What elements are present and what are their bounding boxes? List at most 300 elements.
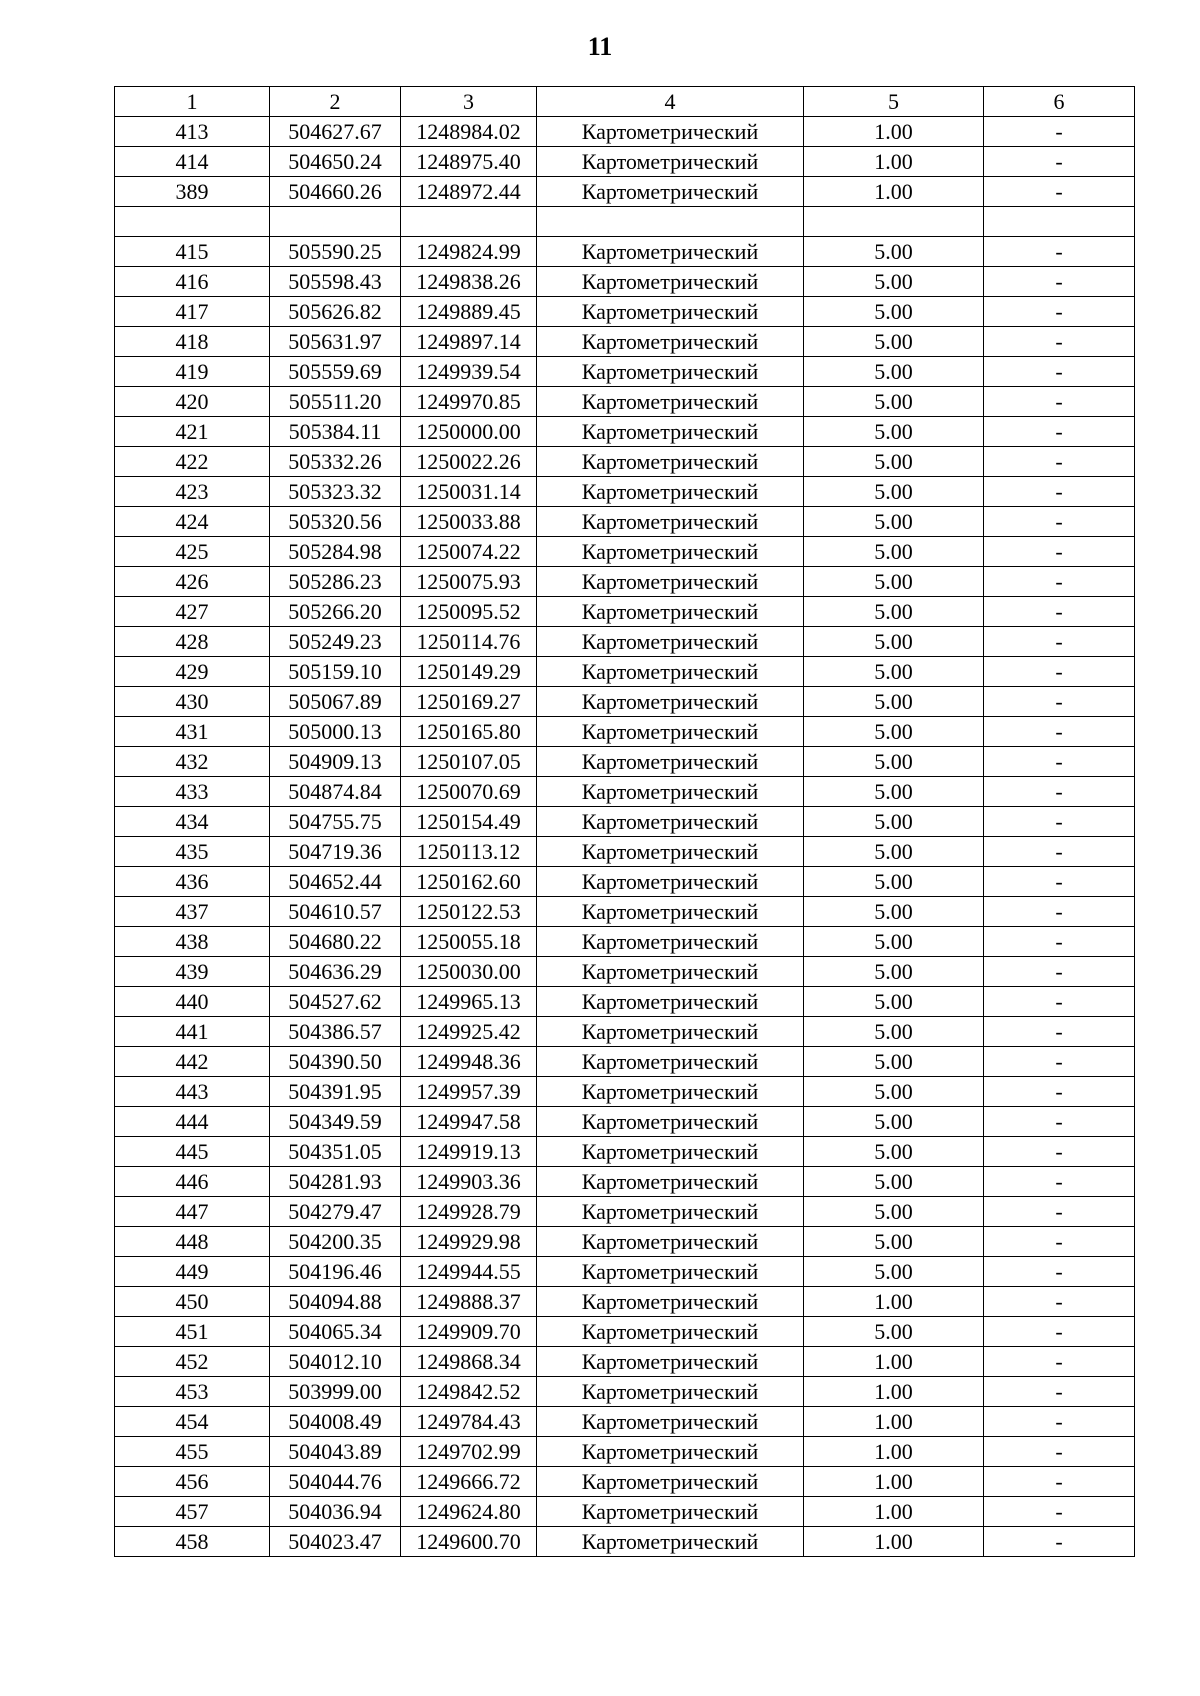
cell-method: Картометрический — [537, 267, 804, 297]
table-row — [115, 867, 1135, 897]
table-row — [115, 627, 1135, 657]
table-row — [115, 807, 1135, 837]
cell-accuracy — [804, 207, 984, 237]
cell-x-coordinate: 504044.76 — [270, 1467, 401, 1497]
cell-accuracy: 5.00 — [804, 687, 984, 717]
cell-accuracy: 5.00 — [804, 1107, 984, 1137]
cell-point-number: 418 — [115, 327, 270, 357]
cell-x-coordinate: 504023.47 — [270, 1527, 401, 1557]
cell-y-coordinate: 1250113.12 — [401, 837, 537, 867]
cell-point-number: 425 — [115, 537, 270, 567]
cell-accuracy: 5.00 — [804, 987, 984, 1017]
cell-method: Картометрический — [537, 297, 804, 327]
table-row — [115, 267, 1135, 297]
cell-y-coordinate: 1249888.37 — [401, 1287, 537, 1317]
cell-method: Картометрический — [537, 567, 804, 597]
cell-description: - — [984, 147, 1135, 177]
cell-point-number: 437 — [115, 897, 270, 927]
cell-y-coordinate: 1249600.70 — [401, 1527, 537, 1557]
cell-description: - — [984, 447, 1135, 477]
cell-y-coordinate: 1250022.26 — [401, 447, 537, 477]
table-row — [115, 927, 1135, 957]
cell-x-coordinate: 504390.50 — [270, 1047, 401, 1077]
cell-accuracy: 5.00 — [804, 1167, 984, 1197]
cell-point-number: 446 — [115, 1167, 270, 1197]
cell-y-coordinate: 1249957.39 — [401, 1077, 537, 1107]
cell-point-number: 429 — [115, 657, 270, 687]
cell-method: Картометрический — [537, 117, 804, 147]
cell-accuracy: 5.00 — [804, 387, 984, 417]
cell-method: Картометрический — [537, 507, 804, 537]
cell-point-number: 445 — [115, 1137, 270, 1167]
cell-x-coordinate: 505067.89 — [270, 687, 401, 717]
table-row — [115, 897, 1135, 927]
cell-description: - — [984, 417, 1135, 447]
table-row — [115, 237, 1135, 267]
table-row — [115, 507, 1135, 537]
cell-y-coordinate: 1250149.29 — [401, 657, 537, 687]
table-row — [115, 1167, 1135, 1197]
cell-accuracy: 5.00 — [804, 567, 984, 597]
cell-accuracy: 1.00 — [804, 1467, 984, 1497]
cell-method: Картометрический — [537, 1497, 804, 1527]
cell-accuracy: 5.00 — [804, 1227, 984, 1257]
cell-accuracy: 5.00 — [804, 1137, 984, 1167]
cell-point-number: 414 — [115, 147, 270, 177]
table-row — [115, 477, 1135, 507]
cell-x-coordinate: 504874.84 — [270, 777, 401, 807]
cell-accuracy: 1.00 — [804, 1437, 984, 1467]
cell-method: Картометрический — [537, 537, 804, 567]
cell-description: - — [984, 927, 1135, 957]
cell-description: - — [984, 1377, 1135, 1407]
cell-accuracy: 5.00 — [804, 897, 984, 927]
cell-method: Картометрический — [537, 1167, 804, 1197]
cell-point-number: 421 — [115, 417, 270, 447]
cell-method: Картометрический — [537, 867, 804, 897]
cell-y-coordinate: 1249897.14 — [401, 327, 537, 357]
cell-accuracy: 5.00 — [804, 867, 984, 897]
cell-point-number: 438 — [115, 927, 270, 957]
cell-y-coordinate: 1249903.36 — [401, 1167, 537, 1197]
cell-accuracy: 1.00 — [804, 147, 984, 177]
cell-method: Картометрический — [537, 1227, 804, 1257]
cell-x-coordinate: 504279.47 — [270, 1197, 401, 1227]
cell-point-number: 434 — [115, 807, 270, 837]
cell-accuracy: 5.00 — [804, 807, 984, 837]
cell-point-number: 452 — [115, 1347, 270, 1377]
cell-method: Картометрический — [537, 897, 804, 927]
cell-method: Картометрический — [537, 1017, 804, 1047]
cell-y-coordinate: 1249784.43 — [401, 1407, 537, 1437]
cell-description: - — [984, 1017, 1135, 1047]
cell-point-number: 436 — [115, 867, 270, 897]
cell-method: Картометрический — [537, 477, 804, 507]
cell-point-number: 441 — [115, 1017, 270, 1047]
cell-x-coordinate: 505320.56 — [270, 507, 401, 537]
cell-description: - — [984, 1167, 1135, 1197]
cell-point-number: 458 — [115, 1527, 270, 1557]
table-row — [115, 1227, 1135, 1257]
table-row — [115, 417, 1135, 447]
cell-description: - — [984, 567, 1135, 597]
cell-method — [537, 207, 804, 237]
cell-description: - — [984, 537, 1135, 567]
cell-accuracy: 5.00 — [804, 537, 984, 567]
cell-method: Картометрический — [537, 627, 804, 657]
cell-x-coordinate: 504012.10 — [270, 1347, 401, 1377]
cell-accuracy: 5.00 — [804, 1017, 984, 1047]
cell-x-coordinate: 504660.26 — [270, 177, 401, 207]
cell-description: - — [984, 717, 1135, 747]
cell-accuracy: 5.00 — [804, 1047, 984, 1077]
cell-point-number: 440 — [115, 987, 270, 1017]
cell-description: - — [984, 507, 1135, 537]
cell-x-coordinate: 504610.57 — [270, 897, 401, 927]
cell-method: Картометрический — [537, 807, 804, 837]
cell-point-number: 432 — [115, 747, 270, 777]
table-row — [115, 567, 1135, 597]
cell-x-coordinate: 504043.89 — [270, 1437, 401, 1467]
cell-accuracy: 5.00 — [804, 417, 984, 447]
cell-y-coordinate: 1249925.42 — [401, 1017, 537, 1047]
table-row — [115, 1497, 1135, 1527]
cell-x-coordinate: 505384.11 — [270, 417, 401, 447]
cell-y-coordinate: 1248975.40 — [401, 147, 537, 177]
cell-accuracy: 5.00 — [804, 927, 984, 957]
cell-description: - — [984, 1467, 1135, 1497]
cell-x-coordinate: 504386.57 — [270, 1017, 401, 1047]
cell-y-coordinate: 1249948.36 — [401, 1047, 537, 1077]
table-row — [115, 777, 1135, 807]
cell-y-coordinate: 1248972.44 — [401, 177, 537, 207]
table-row — [115, 1197, 1135, 1227]
table-row — [115, 1527, 1135, 1557]
table-row — [115, 1257, 1135, 1287]
cell-description: - — [984, 1227, 1135, 1257]
cell-accuracy: 5.00 — [804, 957, 984, 987]
table-row — [115, 987, 1135, 1017]
cell-x-coordinate: 505511.20 — [270, 387, 401, 417]
cell-x-coordinate: 505249.23 — [270, 627, 401, 657]
cell-y-coordinate: 1250030.00 — [401, 957, 537, 987]
cell-point-number: 413 — [115, 117, 270, 147]
cell-accuracy: 1.00 — [804, 1287, 984, 1317]
header-cell-4: 4 — [537, 87, 804, 117]
cell-point-number: 451 — [115, 1317, 270, 1347]
table-row — [115, 1347, 1135, 1377]
cell-method: Картометрический — [537, 1437, 804, 1467]
cell-x-coordinate: 504351.05 — [270, 1137, 401, 1167]
cell-point-number: 431 — [115, 717, 270, 747]
cell-point-number: 422 — [115, 447, 270, 477]
cell-accuracy: 5.00 — [804, 477, 984, 507]
cell-x-coordinate: 505323.32 — [270, 477, 401, 507]
table-row — [115, 687, 1135, 717]
table-row — [115, 1467, 1135, 1497]
cell-method: Картометрический — [537, 1527, 804, 1557]
cell-method: Картометрический — [537, 837, 804, 867]
cell-method: Картометрический — [537, 1257, 804, 1287]
header-cell-3: 3 — [401, 87, 537, 117]
cell-description: - — [984, 1137, 1135, 1167]
cell-description: - — [984, 267, 1135, 297]
cell-y-coordinate: 1250162.60 — [401, 867, 537, 897]
cell-point-number: 417 — [115, 297, 270, 327]
cell-y-coordinate: 1250169.27 — [401, 687, 537, 717]
table-row — [115, 1437, 1135, 1467]
cell-method: Картометрический — [537, 147, 804, 177]
table-row — [115, 1377, 1135, 1407]
cell-accuracy: 5.00 — [804, 297, 984, 327]
cell-y-coordinate — [401, 207, 537, 237]
header-cell-5: 5 — [804, 87, 984, 117]
cell-accuracy: 1.00 — [804, 1497, 984, 1527]
cell-accuracy: 5.00 — [804, 627, 984, 657]
table-row — [115, 747, 1135, 777]
cell-method: Картометрический — [537, 1317, 804, 1347]
cell-description: - — [984, 387, 1135, 417]
cell-point-number: 428 — [115, 627, 270, 657]
cell-method: Картометрический — [537, 1077, 804, 1107]
cell-x-coordinate: 504200.35 — [270, 1227, 401, 1257]
cell-point-number: 455 — [115, 1437, 270, 1467]
cell-accuracy: 5.00 — [804, 747, 984, 777]
cell-accuracy: 5.00 — [804, 717, 984, 747]
cell-method: Картометрический — [537, 237, 804, 267]
header-row — [115, 87, 1135, 117]
table-row — [115, 1107, 1135, 1137]
cell-description: - — [984, 357, 1135, 387]
cell-y-coordinate: 1249947.58 — [401, 1107, 537, 1137]
cell-description: - — [984, 777, 1135, 807]
cell-accuracy: 1.00 — [804, 1347, 984, 1377]
cell-x-coordinate: 504065.34 — [270, 1317, 401, 1347]
cell-method: Картометрический — [537, 387, 804, 417]
cell-method: Картометрический — [537, 597, 804, 627]
table-row — [115, 207, 1135, 237]
coordinates-table — [114, 86, 1135, 1557]
cell-method: Картометрический — [537, 1047, 804, 1077]
page-number: 11 — [587, 32, 613, 61]
cell-accuracy: 5.00 — [804, 1197, 984, 1227]
cell-x-coordinate: 504909.13 — [270, 747, 401, 777]
cell-description: - — [984, 1197, 1135, 1227]
cell-point-number: 444 — [115, 1107, 270, 1137]
cell-point-number: 447 — [115, 1197, 270, 1227]
cell-x-coordinate: 504680.22 — [270, 927, 401, 957]
cell-description: - — [984, 897, 1135, 927]
cell-x-coordinate: 504719.36 — [270, 837, 401, 867]
table-row — [115, 357, 1135, 387]
cell-x-coordinate: 504094.88 — [270, 1287, 401, 1317]
cell-description: - — [984, 297, 1135, 327]
cell-y-coordinate: 1249868.34 — [401, 1347, 537, 1377]
cell-y-coordinate: 1250122.53 — [401, 897, 537, 927]
cell-description: - — [984, 177, 1135, 207]
cell-method: Картометрический — [537, 1347, 804, 1377]
header-cell-1: 1 — [115, 87, 270, 117]
table-row — [115, 1287, 1135, 1317]
cell-y-coordinate: 1249928.79 — [401, 1197, 537, 1227]
cell-x-coordinate: 505559.69 — [270, 357, 401, 387]
cell-description: - — [984, 867, 1135, 897]
table-row — [115, 597, 1135, 627]
cell-x-coordinate: 504391.95 — [270, 1077, 401, 1107]
cell-accuracy: 5.00 — [804, 1317, 984, 1347]
cell-x-coordinate: 505332.26 — [270, 447, 401, 477]
cell-x-coordinate: 504008.49 — [270, 1407, 401, 1437]
table-row — [115, 297, 1135, 327]
cell-y-coordinate: 1250033.88 — [401, 507, 537, 537]
cell-x-coordinate: 505000.13 — [270, 717, 401, 747]
cell-x-coordinate: 504627.67 — [270, 117, 401, 147]
cell-y-coordinate: 1249824.99 — [401, 237, 537, 267]
table-row — [115, 177, 1135, 207]
cell-description: - — [984, 687, 1135, 717]
cell-y-coordinate: 1249909.70 — [401, 1317, 537, 1347]
cell-method: Картометрический — [537, 1407, 804, 1437]
cell-point-number: 419 — [115, 357, 270, 387]
cell-method: Картометрический — [537, 417, 804, 447]
table-row — [115, 1137, 1135, 1167]
cell-method: Картометрический — [537, 1137, 804, 1167]
cell-point-number: 439 — [115, 957, 270, 987]
cell-point-number — [115, 207, 270, 237]
cell-point-number: 416 — [115, 267, 270, 297]
cell-x-coordinate: 504281.93 — [270, 1167, 401, 1197]
cell-method: Картометрический — [537, 1467, 804, 1497]
cell-x-coordinate: 503999.00 — [270, 1377, 401, 1407]
cell-description: - — [984, 1437, 1135, 1467]
cell-description: - — [984, 1527, 1135, 1557]
cell-point-number: 427 — [115, 597, 270, 627]
cell-accuracy: 1.00 — [804, 1527, 984, 1557]
cell-description: - — [984, 327, 1135, 357]
table-row — [115, 1077, 1135, 1107]
cell-accuracy: 5.00 — [804, 777, 984, 807]
cell-method: Картометрический — [537, 327, 804, 357]
cell-y-coordinate: 1250074.22 — [401, 537, 537, 567]
table-row — [115, 657, 1135, 687]
cell-description: - — [984, 957, 1135, 987]
cell-y-coordinate: 1250055.18 — [401, 927, 537, 957]
cell-y-coordinate: 1250107.05 — [401, 747, 537, 777]
cell-y-coordinate: 1250114.76 — [401, 627, 537, 657]
cell-x-coordinate: 505286.23 — [270, 567, 401, 597]
cell-accuracy: 1.00 — [804, 1377, 984, 1407]
cell-x-coordinate: 504755.75 — [270, 807, 401, 837]
cell-description: - — [984, 1497, 1135, 1527]
table-row — [115, 1047, 1135, 1077]
table-row — [115, 537, 1135, 567]
cell-point-number: 426 — [115, 567, 270, 597]
cell-accuracy: 1.00 — [804, 1407, 984, 1437]
table-row — [115, 1017, 1135, 1047]
cell-point-number: 456 — [115, 1467, 270, 1497]
cell-y-coordinate: 1249944.55 — [401, 1257, 537, 1287]
cell-method: Картометрический — [537, 447, 804, 477]
table-row — [115, 837, 1135, 867]
cell-x-coordinate: 505266.20 — [270, 597, 401, 627]
cell-y-coordinate: 1248984.02 — [401, 117, 537, 147]
cell-description: - — [984, 627, 1135, 657]
table-row — [115, 1317, 1135, 1347]
cell-point-number: 424 — [115, 507, 270, 537]
cell-point-number: 433 — [115, 777, 270, 807]
cell-description: - — [984, 237, 1135, 267]
cell-x-coordinate: 505284.98 — [270, 537, 401, 567]
cell-accuracy: 5.00 — [804, 447, 984, 477]
cell-y-coordinate: 1249939.54 — [401, 357, 537, 387]
cell-description: - — [984, 1257, 1135, 1287]
cell-accuracy: 5.00 — [804, 657, 984, 687]
cell-accuracy: 5.00 — [804, 1257, 984, 1287]
cell-accuracy: 5.00 — [804, 507, 984, 537]
cell-y-coordinate: 1249842.52 — [401, 1377, 537, 1407]
table-row — [115, 327, 1135, 357]
cell-y-coordinate: 1249970.85 — [401, 387, 537, 417]
cell-y-coordinate: 1250075.93 — [401, 567, 537, 597]
cell-description: - — [984, 807, 1135, 837]
cell-accuracy: 1.00 — [804, 117, 984, 147]
cell-y-coordinate: 1249838.26 — [401, 267, 537, 297]
cell-y-coordinate: 1249929.98 — [401, 1227, 537, 1257]
cell-y-coordinate: 1250070.69 — [401, 777, 537, 807]
cell-description: - — [984, 987, 1135, 1017]
cell-x-coordinate: 504650.24 — [270, 147, 401, 177]
cell-x-coordinate: 504652.44 — [270, 867, 401, 897]
cell-point-number: 443 — [115, 1077, 270, 1107]
cell-x-coordinate: 504527.62 — [270, 987, 401, 1017]
table-row — [115, 387, 1135, 417]
cell-point-number: 449 — [115, 1257, 270, 1287]
cell-method: Картометрический — [537, 357, 804, 387]
cell-accuracy: 5.00 — [804, 357, 984, 387]
cell-point-number: 423 — [115, 477, 270, 507]
cell-x-coordinate — [270, 207, 401, 237]
cell-description: - — [984, 597, 1135, 627]
cell-y-coordinate: 1249965.13 — [401, 987, 537, 1017]
cell-x-coordinate: 505598.43 — [270, 267, 401, 297]
header-cell-2: 2 — [270, 87, 401, 117]
cell-description: - — [984, 1107, 1135, 1137]
cell-method: Картометрический — [537, 747, 804, 777]
cell-x-coordinate: 504349.59 — [270, 1107, 401, 1137]
cell-method: Картометрический — [537, 987, 804, 1017]
cell-method: Картометрический — [537, 177, 804, 207]
cell-description: - — [984, 1047, 1135, 1077]
cell-x-coordinate: 504196.46 — [270, 1257, 401, 1287]
cell-y-coordinate: 1250031.14 — [401, 477, 537, 507]
cell-y-coordinate: 1249889.45 — [401, 297, 537, 327]
cell-y-coordinate: 1249702.99 — [401, 1437, 537, 1467]
cell-description: - — [984, 1317, 1135, 1347]
cell-point-number: 420 — [115, 387, 270, 417]
table-row — [115, 117, 1135, 147]
cell-point-number: 450 — [115, 1287, 270, 1317]
cell-method: Картометрический — [537, 1377, 804, 1407]
table-row — [115, 147, 1135, 177]
cell-x-coordinate: 504636.29 — [270, 957, 401, 987]
cell-accuracy: 5.00 — [804, 837, 984, 867]
cell-accuracy: 5.00 — [804, 597, 984, 627]
table-row — [115, 1407, 1135, 1437]
cell-accuracy: 5.00 — [804, 237, 984, 267]
cell-y-coordinate: 1250154.49 — [401, 807, 537, 837]
cell-method: Картометрический — [537, 717, 804, 747]
cell-point-number: 415 — [115, 237, 270, 267]
